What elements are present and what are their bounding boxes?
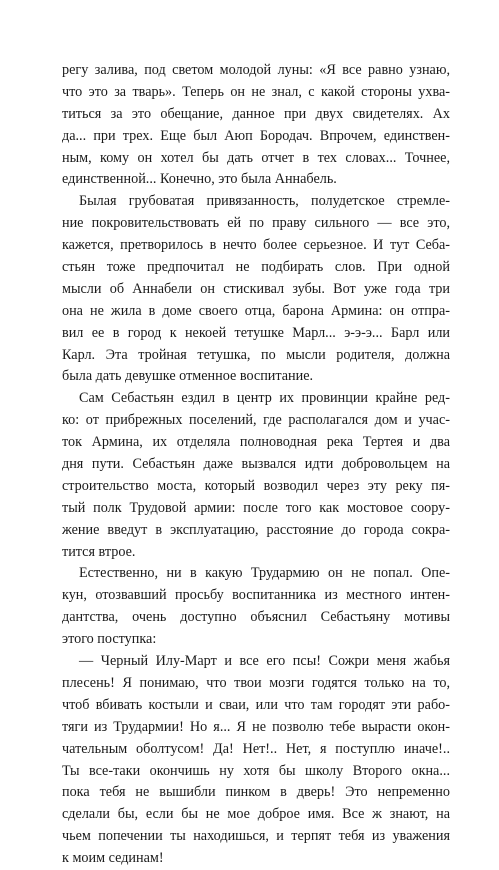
- text-line: тый полк Трудовой армии: после того как мостовое соору-: [62, 499, 450, 516]
- text-line: да... при трех. Еще был Аюп Бородач. Впрочем, единствен-: [62, 127, 450, 144]
- text-line: мысли об Аннабели он стискивал зубы. Вот уже года три: [62, 280, 450, 297]
- text-line: ным, кому он хотел бы дать отчет в тех словах... Точнее,: [62, 149, 450, 166]
- text-line: тяги из Трудармии! Но я... Я не позволю тебе вырасти окон-: [62, 718, 450, 735]
- text-line: Ты все-таки окончишь ну хотя бы школу Второго окна...: [62, 762, 450, 779]
- text-line: ко: от прибрежных поселений, где располагался дом и учас-: [62, 412, 450, 429]
- text-line: что это за тварь». Теперь он не знал, с какой стороны ухва-: [62, 83, 450, 100]
- text-line: этого поступка:: [62, 631, 157, 648]
- text-line: пока тебя не вышибли пинком в дверь! Это непременно: [62, 784, 450, 801]
- text-line: чтоб вбивать костыли и сваи, или что там городят эти рабо-: [62, 696, 450, 713]
- text-line: титься за это обещание, данное при двух свидетелях. Ах: [62, 105, 450, 122]
- text-line: Былая грубоватая привязанность, полудетское стремле-: [79, 193, 450, 210]
- text-line: была дать девушке отменное воспитание.: [62, 368, 314, 385]
- text-line: дантства, очень доступно объяснил Себастьяну мотивы: [62, 609, 450, 626]
- text-line: регу залива, под светом молодой луны: «Я все равно узнаю,: [62, 62, 450, 78]
- text-line: кун, отозвавший просьбу воспитанника из местного интен-: [62, 587, 450, 604]
- text-line: кажется, претворилось в нечто более серьезное. И тут Себа-: [62, 237, 450, 254]
- text-line: сделали бы, если бы не мое доброе имя. Все ж знают, на: [62, 806, 450, 823]
- text-line: плесень! Я понимаю, что твои мозги годятся только на то,: [62, 674, 450, 691]
- text-line: единственной... Конечно, это была Аннабель.: [62, 171, 337, 188]
- text-line: жение введут в эксплуатацию, расстояние до города сокра-: [62, 521, 450, 538]
- text-line: чательным оболтусом! Да! Нет!.. Нет, я поступлю иначе!..: [62, 740, 450, 757]
- text-line: тится втрое.: [62, 543, 136, 560]
- text-line: чьем попечении ты находишься, и терпят тебя из уважения: [62, 828, 450, 845]
- book-page-text: [62, 60, 450, 870]
- text-line: Естественно, ни в какую Трудармию он не попал. Опе-: [79, 565, 450, 582]
- text-line: дня пути. Себастьян даже вызвался идти добровольцем на: [62, 456, 450, 473]
- text-line: к моим сединам!: [62, 850, 164, 867]
- text-line: ние покровительствовать ей по праву сильного — все это,: [62, 215, 450, 232]
- text-line: она не жила в доме своего отца, барона Армина: он отпра-: [62, 302, 450, 319]
- text-line: Карл. Эта тройная тетушка, по мысли родителя, должна: [62, 346, 450, 363]
- text-line: Сам Себастьян ездил в центр их провинции крайне ред-: [79, 390, 450, 407]
- text-line: стьян тоже предпочитал не подбирать слов. При одной: [62, 259, 450, 276]
- text-line: вил ее в город к некоей тетушке Марл... э-э-э... Барл или: [62, 324, 450, 341]
- text-line: — Черный Илу-Март и все его псы! Сожри меня жабья: [79, 653, 450, 670]
- text-line: ток Армина, их отделяла полноводная река Тертея и два: [62, 434, 450, 451]
- text-line: строительство моста, который возводил через эту реку пя-: [62, 477, 450, 494]
